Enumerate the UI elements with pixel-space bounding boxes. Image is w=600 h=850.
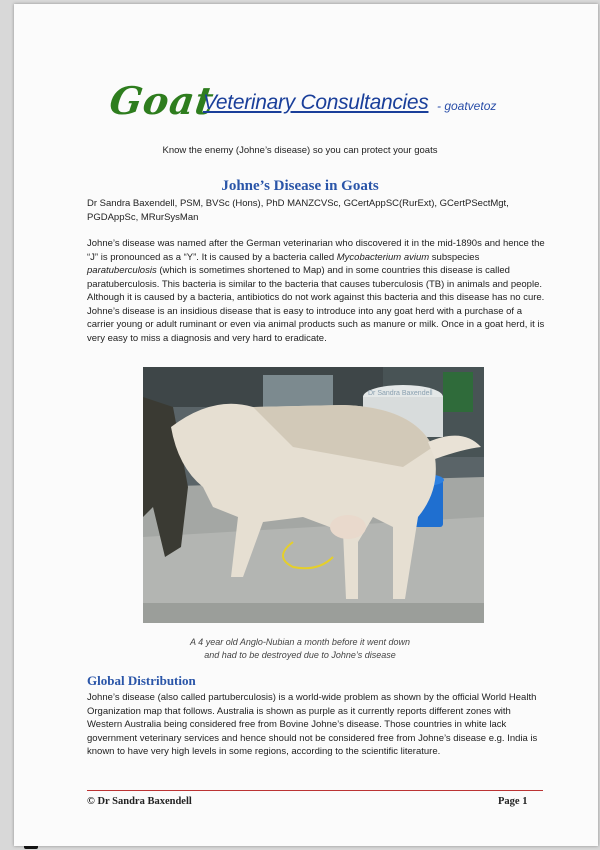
scientific-name: paratuberculosis — [87, 265, 157, 276]
footer-rule — [87, 790, 543, 791]
goat-photo — [143, 367, 484, 623]
section-heading: Global Distribution — [87, 673, 196, 688]
section-paragraph: Johne’s disease (also called partuberculosis) is a world-wide problem as shown by the official World Health Organization map that follows. Australia is shown as purple as it currently reports different zones with Western Australia being considered free from Bovine Johne’s disease. Those countries in white lack government veterinary services and hence should not be considered free from Johne’s disease e.g. India is known to have very high levels in some regions, according to the scientific literature. — [87, 692, 538, 757]
company-name: Veterinary Consultancies — [203, 91, 429, 114]
intro-paragraph: Johne’s disease was named after the German veterinarian who discovered it in the mid-1890s and hence the “J” is pronounced as a “Y”. It is caused by a bacteria called Mycobacterium avium subspecies paratuberculosis (which is sometimes shortened to Map) and in some countries this disease is called paratuberculosis. This bacteria is similar to the bacteria that causes tuberculosis (TB) in animals and people. Although it is caused by a bacteria, antibiotics do not work against this bacteria and this disease has no cure. Johne’s disease is an insidious disease that is easy to introduce into any goat herd with a purchase of a carrier young or adult ruminant or even via animal products such as manure or milk. Once in a goat herd, it is very easy to miss a diagnosis and very hard to eradicate. — [87, 238, 545, 344]
page-number: Page 1 — [498, 796, 528, 807]
caption-line-1: A 4 year old Anglo-Nubian a month before it went down — [190, 637, 410, 647]
tagline: Know the enemy (Johne’s disease) so you can protect your goats — [162, 145, 438, 156]
svg-text:Dr Sandra Baxendell: Dr Sandra Baxendell — [368, 390, 433, 397]
logo-word: Goat — [106, 78, 218, 123]
footer-copyright: © Dr Sandra Baxendell — [87, 796, 192, 807]
company-logo — [100, 78, 560, 138]
article-title: Johne’s Disease in Goats — [221, 178, 379, 194]
company-handle: - goatvetoz — [437, 99, 497, 113]
caption-line-2: and had to be destroyed due to Johne’s disease — [204, 650, 396, 660]
scientific-name: Mycobacterium avium — [336, 251, 430, 263]
photo-caption — [0, 636, 600, 662]
author-credentials: Dr Sandra Baxendell, PSM, BVSc (Hons), PhD MANZCVSc, GCertAppSC(RurExt), GCertPSectMgt, PGDAppSc, MRurSysMan — [87, 198, 509, 223]
